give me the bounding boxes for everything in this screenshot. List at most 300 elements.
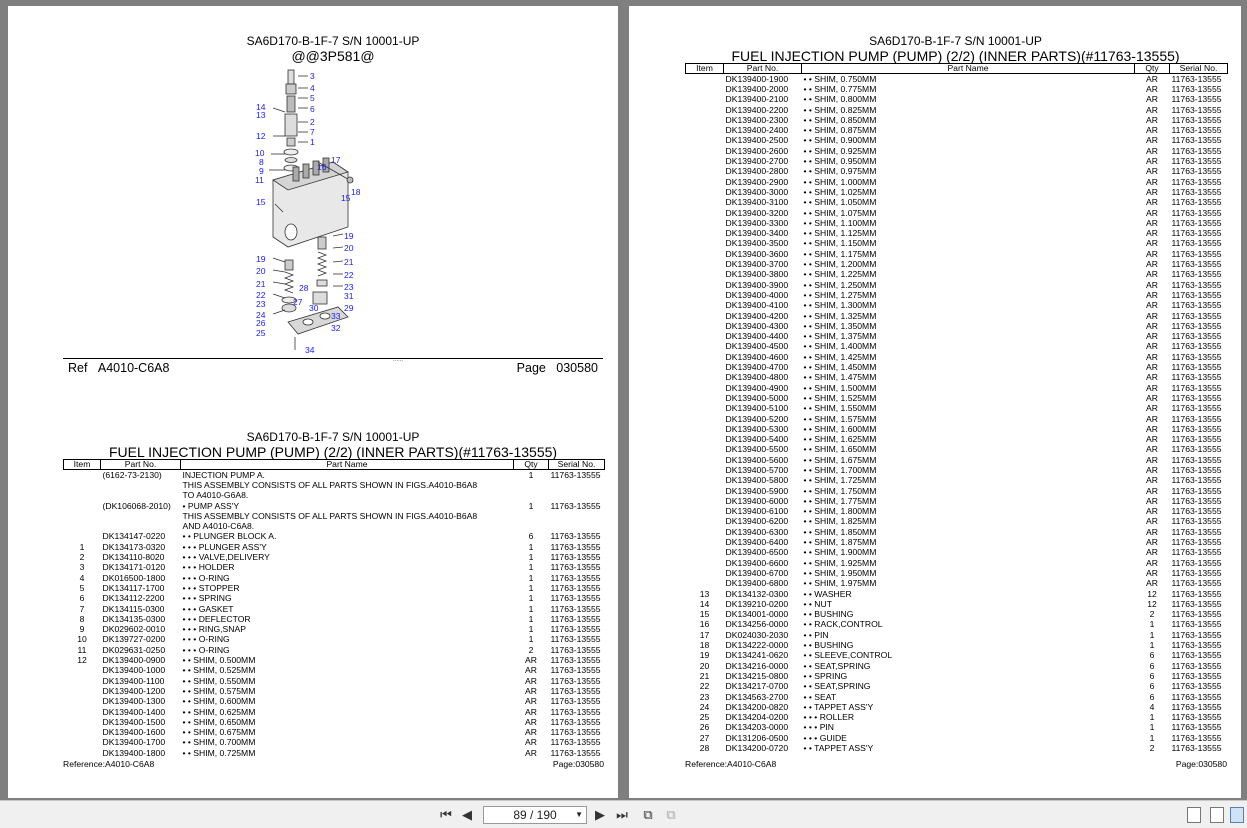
table-row bbox=[686, 630, 1228, 640]
cell-item: 1 bbox=[79, 541, 85, 552]
cell-item bbox=[686, 177, 724, 187]
cell-qty: AR bbox=[1146, 557, 1158, 568]
cell-part-name: • • SHIM, 0.975MM bbox=[803, 166, 877, 177]
cell-part-name: • • • DEFLECTOR bbox=[182, 613, 251, 624]
cell-item bbox=[64, 748, 101, 758]
svg-text:27: 27 bbox=[293, 297, 303, 307]
cell-part-no: DK029602-0010 bbox=[102, 624, 166, 635]
cell-qty: 1 bbox=[528, 562, 534, 573]
cell-qty: AR bbox=[1146, 423, 1158, 434]
cell-part-no: DK139400-1000 bbox=[102, 665, 166, 676]
cell-part-no: DK139400-1100 bbox=[102, 675, 165, 686]
cell-item: 4 bbox=[79, 572, 85, 583]
cell-part-no: DK134216-0000 bbox=[725, 660, 789, 671]
table-row bbox=[686, 321, 1228, 331]
cell-part-no: DK134132-0300 bbox=[725, 588, 789, 599]
cell-serial: 11763-13555 bbox=[1171, 598, 1222, 609]
cell-qty: AR bbox=[1146, 485, 1158, 496]
cell-part-name: • • SHIM, 0.700MM bbox=[182, 737, 256, 748]
cell-part-no: DK139400-2900 bbox=[725, 176, 789, 187]
cell-qty: AR bbox=[1146, 351, 1158, 362]
cell-part-name: • • SHIM, 1.700MM bbox=[803, 464, 877, 475]
cell-part-no: DK139400-2800 bbox=[725, 166, 789, 177]
cell-part-name: • • SHIM, 1.375MM bbox=[803, 331, 877, 342]
cell-part-no: DK139400-4500 bbox=[725, 341, 789, 352]
table-row bbox=[64, 676, 605, 686]
cell-serial: 11763-13555 bbox=[1171, 506, 1222, 517]
table-row bbox=[64, 614, 605, 624]
cell-qty: AR bbox=[1146, 166, 1158, 177]
cell-part-name: • • SHIM, 1.600MM bbox=[803, 423, 877, 434]
cell-item bbox=[686, 414, 724, 424]
cell-part-no: DK134222-0000 bbox=[725, 640, 789, 651]
cell-serial: 11763-13555 bbox=[550, 706, 601, 717]
cell-part-name: • • SHIM, 1.750MM bbox=[803, 485, 877, 496]
cell-item: 23 bbox=[699, 691, 710, 702]
table-header: SA6D170-B-1F-7 S/N 10001-UP bbox=[869, 34, 1042, 48]
cell-qty: 1 bbox=[528, 470, 534, 480]
cell-qty: AR bbox=[1146, 454, 1158, 465]
cell-qty: AR bbox=[1146, 372, 1158, 383]
cell-part-no: DK139400-4900 bbox=[725, 382, 789, 393]
cell-serial: 11763-13555 bbox=[1171, 691, 1222, 702]
cell-serial: 11763-13555 bbox=[1171, 300, 1222, 311]
cell-qty: AR bbox=[1146, 176, 1158, 187]
cell-part-no bbox=[101, 511, 181, 521]
cell-part-name: • • SEAT,SPRING bbox=[803, 681, 871, 692]
cell-item bbox=[686, 74, 724, 85]
cell-part-name: • • SHIM, 1.900MM bbox=[803, 547, 877, 558]
cell-part-no: DK139400-1700 bbox=[102, 737, 166, 748]
cell-part-no: DK139400-1800 bbox=[102, 747, 166, 758]
cell-qty: AR bbox=[1146, 537, 1158, 548]
cell-part-name: • • SHIM, 1.050MM bbox=[803, 197, 877, 208]
table-row bbox=[686, 619, 1228, 629]
cell-qty: AR bbox=[1146, 495, 1158, 506]
cell-qty: AR bbox=[525, 696, 537, 707]
table-body bbox=[64, 470, 605, 759]
cell-serial: 11763-13555 bbox=[1171, 516, 1222, 527]
cell-serial: 11763-13555 bbox=[1171, 156, 1222, 167]
cell-part-no: DK139400-3700 bbox=[725, 259, 789, 270]
cell-serial: 11763-13555 bbox=[550, 655, 601, 666]
cell-serial: 11763-13555 bbox=[550, 500, 601, 511]
two-page-view-icon[interactable] bbox=[1230, 807, 1244, 823]
cell-part-no: DK139400-5500 bbox=[725, 444, 789, 455]
cell-part-name: • • • O-RING bbox=[182, 644, 230, 655]
cell-part-no: DK139400-4300 bbox=[725, 320, 789, 331]
cell-qty: AR bbox=[1146, 114, 1158, 125]
cell-part-no: DK139400-6700 bbox=[725, 567, 789, 578]
cell-part-name: • • WASHER bbox=[803, 588, 852, 599]
first-page-icon[interactable]: ⏮ bbox=[440, 807, 452, 822]
cell-part-no: DK139400-4100 bbox=[725, 300, 789, 311]
cell-part-name: • • • O-RING bbox=[182, 572, 230, 583]
table-row bbox=[686, 496, 1228, 506]
cell-serial: 11763-13555 bbox=[550, 696, 601, 707]
table-row bbox=[64, 480, 605, 490]
cell-qty: 6 bbox=[1149, 650, 1155, 661]
cell-serial: 11763-13555 bbox=[550, 644, 601, 655]
cell-serial: 11763-13555 bbox=[1171, 362, 1222, 373]
cell-part-no: DK139400-3200 bbox=[725, 207, 789, 218]
cell-qty: AR bbox=[1146, 94, 1158, 105]
cell-part-name: • • SHIM, 1.200MM bbox=[803, 259, 877, 270]
table-row bbox=[64, 542, 605, 552]
table-row bbox=[686, 486, 1228, 496]
cell-part-name: • • SHIM, 0.750MM bbox=[803, 74, 877, 84]
cell-part-no: DK139210-0200 bbox=[725, 598, 789, 609]
cell-part-name: • • SHIM, 1.000MM bbox=[803, 176, 877, 187]
cell-item: 3 bbox=[79, 562, 85, 573]
cell-serial: 11763-13555 bbox=[1171, 640, 1222, 651]
table-row bbox=[686, 341, 1228, 351]
cell-part-no: DK139400-1900 bbox=[725, 74, 789, 84]
cell-qty: AR bbox=[1146, 382, 1158, 393]
table-row bbox=[686, 146, 1228, 156]
cell-part-no: DK134241-0620 bbox=[725, 650, 789, 661]
table-row bbox=[686, 465, 1228, 475]
cell-qty: AR bbox=[1146, 547, 1158, 558]
cell-serial: 11763-13555 bbox=[550, 572, 601, 583]
table-row bbox=[64, 686, 605, 696]
cell-serial: 11763-13555 bbox=[550, 634, 601, 645]
cell-item bbox=[686, 393, 724, 403]
col-header-serial: Serial No. bbox=[1170, 64, 1228, 74]
cell-item bbox=[686, 496, 724, 506]
cell-serial: 11763-13555 bbox=[1171, 537, 1222, 548]
cell-part-no: DK139400-1400 bbox=[102, 706, 166, 717]
cell-item bbox=[686, 197, 724, 207]
cell-qty: AR bbox=[1146, 207, 1158, 218]
cell-qty: AR bbox=[525, 716, 537, 727]
cell-qty: AR bbox=[1146, 186, 1158, 197]
cell-item bbox=[686, 455, 724, 465]
cell-item: 2 bbox=[79, 552, 85, 563]
cell-item: 22 bbox=[699, 681, 710, 692]
cell-serial: 11763-13555 bbox=[1171, 629, 1222, 640]
cell-part-name: • • SHIM, 1.775MM bbox=[803, 495, 877, 506]
cell-item bbox=[686, 146, 724, 156]
cell-part-no: DK134110-8020 bbox=[102, 552, 165, 563]
table-row bbox=[64, 624, 605, 634]
svg-text:21: 21 bbox=[256, 279, 266, 289]
table-row bbox=[686, 208, 1228, 218]
table-row bbox=[686, 393, 1228, 403]
svg-text:26: 26 bbox=[256, 318, 266, 328]
table-row bbox=[64, 707, 605, 717]
cell-qty: 1 bbox=[528, 613, 534, 624]
cell-qty: 1 bbox=[528, 582, 534, 593]
cell-part-no: DK134117-1700 bbox=[102, 582, 165, 593]
cell-part-no: (6162-73-2130) bbox=[102, 470, 162, 480]
cell-part-no: DK134173-0320 bbox=[102, 541, 166, 552]
prev-page-icon[interactable]: ◀ bbox=[462, 807, 472, 822]
cell-serial: 11763-13555 bbox=[1171, 320, 1222, 331]
cell-part-name: • • SEAT,SPRING bbox=[803, 660, 871, 671]
cell-part-name: • • SHIM, 1.075MM bbox=[803, 207, 877, 218]
cell-part-name: • • SHIM, 1.175MM bbox=[803, 248, 877, 259]
cell-part-no: DK134200-0820 bbox=[725, 701, 789, 712]
table-row bbox=[686, 537, 1228, 547]
cell-part-no: DK139400-1600 bbox=[102, 727, 166, 738]
cell-item: 25 bbox=[699, 712, 710, 723]
cell-qty bbox=[514, 490, 549, 500]
parts-table-right bbox=[685, 63, 1228, 753]
cell-serial: 11763-13555 bbox=[1171, 557, 1222, 568]
cell-item bbox=[64, 521, 101, 531]
cell-part-name: • • SHIM, 1.500MM bbox=[803, 382, 877, 393]
cell-qty: 1 bbox=[528, 603, 534, 614]
cell-item bbox=[686, 218, 724, 228]
cell-part-name: • • • PLUNGER ASS'Y bbox=[182, 541, 267, 552]
cell-item bbox=[686, 166, 724, 176]
cell-qty: AR bbox=[1146, 248, 1158, 259]
cell-serial: 11763-13555 bbox=[1171, 444, 1222, 455]
cell-part-no: DK139400-6400 bbox=[725, 537, 789, 548]
cell-item bbox=[686, 516, 724, 526]
cell-serial: 11763-13555 bbox=[1171, 578, 1222, 589]
cell-serial: 11763-13555 bbox=[550, 470, 601, 480]
cell-serial: 11763-13555 bbox=[1171, 125, 1222, 136]
col-header-qty: Qty bbox=[514, 460, 549, 470]
cell-qty: AR bbox=[1146, 238, 1158, 249]
svg-text:17: 17 bbox=[331, 155, 341, 165]
diagram-svg bbox=[63, 62, 603, 363]
cell-item: 27 bbox=[699, 732, 710, 743]
table-row bbox=[686, 383, 1228, 393]
cell-item bbox=[64, 480, 101, 490]
cell-qty: 1 bbox=[1149, 712, 1155, 723]
fit-width-icon[interactable]: ⧉ bbox=[666, 807, 676, 822]
table-row bbox=[686, 197, 1228, 207]
cell-qty: AR bbox=[1146, 403, 1158, 414]
cell-part-name: • • SHIM, 1.475MM bbox=[803, 372, 877, 383]
cell-item bbox=[686, 300, 724, 310]
cell-qty: 2 bbox=[1149, 743, 1155, 753]
cell-part-no: DK134115-0300 bbox=[102, 603, 165, 614]
cell-item bbox=[686, 238, 724, 248]
cell-item bbox=[686, 280, 724, 290]
table-title: FUEL INJECTION PUMP (PUMP) (2/2) (INNER PARTS)(#11763-13555) bbox=[108, 444, 558, 460]
cell-serial: 11763-13555 bbox=[1171, 135, 1222, 146]
cell-part-name: AND A4010-C6A8. bbox=[182, 521, 255, 532]
cell-serial: 11763-13555 bbox=[1171, 74, 1222, 84]
cell-part-name: • • BUSHING bbox=[803, 640, 854, 651]
cell-part-name: INJECTION PUMP A. bbox=[182, 470, 265, 480]
svg-text:10: 10 bbox=[255, 148, 265, 158]
cell-part-name: • • • HOLDER bbox=[182, 562, 235, 573]
cell-qty: AR bbox=[1146, 300, 1158, 311]
cell-item bbox=[686, 249, 724, 259]
table-row bbox=[64, 748, 605, 758]
footer-reference: Reference:A4010-C6A8 bbox=[685, 759, 777, 769]
svg-text:18: 18 bbox=[351, 187, 361, 197]
cell-serial: 11763-13555 bbox=[1171, 145, 1222, 156]
table-row bbox=[686, 352, 1228, 362]
cell-part-no: DK139400-3300 bbox=[725, 217, 789, 228]
cell-part-no: DK029631-0250 bbox=[102, 644, 166, 655]
table-row bbox=[686, 238, 1228, 248]
cell-serial: 11763-13555 bbox=[1171, 434, 1222, 445]
cell-item bbox=[686, 269, 724, 279]
cell-part-no: DK139400-3800 bbox=[725, 269, 789, 280]
cell-part-name: • • SHIM, 1.950MM bbox=[803, 567, 877, 578]
cell-item bbox=[64, 717, 101, 727]
cell-item bbox=[686, 383, 724, 393]
svg-text:33: 33 bbox=[331, 311, 341, 321]
cell-part-no: DK139400-2400 bbox=[725, 125, 789, 136]
cell-qty: AR bbox=[1146, 475, 1158, 486]
cell-item bbox=[64, 727, 101, 737]
svg-text:20: 20 bbox=[344, 243, 354, 253]
cell-item: 5 bbox=[79, 582, 85, 593]
table-header: SA6D170-B-1F-7 S/N 10001-UP bbox=[246, 430, 420, 444]
cell-serial: 11763-13555 bbox=[1171, 588, 1222, 599]
cell-part-name: • • SHIM, 0.850MM bbox=[803, 114, 877, 125]
svg-text:21: 21 bbox=[344, 257, 354, 267]
cell-part-no: DK024030-2030 bbox=[725, 629, 789, 640]
cell-part-no: DK134204-0200 bbox=[725, 712, 789, 723]
table-row bbox=[686, 84, 1228, 94]
table-row bbox=[64, 593, 605, 603]
cell-qty: AR bbox=[1146, 84, 1158, 94]
cell-serial: 11763-13555 bbox=[1171, 701, 1222, 712]
cell-part-name: • • SHIM, 1.400MM bbox=[803, 341, 877, 352]
table-row bbox=[686, 249, 1228, 259]
table-row bbox=[686, 156, 1228, 166]
cell-serial: 11763-13555 bbox=[1171, 104, 1222, 115]
cell-part-no: DK131206-0500 bbox=[725, 732, 789, 743]
svg-text:7: 7 bbox=[310, 127, 315, 137]
table-row bbox=[686, 414, 1228, 424]
cell-part-no: DK134203-0000 bbox=[725, 722, 789, 733]
cell-part-name: • • SHIM, 0.550MM bbox=[182, 675, 256, 686]
single-page-view-icon[interactable] bbox=[1187, 807, 1201, 823]
fit-page-icon[interactable]: ⧉ bbox=[643, 807, 653, 822]
cell-qty: 1 bbox=[1149, 619, 1155, 630]
cell-part-no: DK139400-6600 bbox=[725, 557, 789, 568]
table-row bbox=[686, 331, 1228, 341]
cell-part-no bbox=[101, 490, 181, 500]
cell-qty: 4 bbox=[1149, 701, 1155, 712]
cell-serial: 11763-13555 bbox=[1171, 382, 1222, 393]
next-page-icon[interactable]: ▶ bbox=[595, 807, 605, 822]
cell-serial: 11763-13555 bbox=[1171, 84, 1222, 94]
table-row bbox=[64, 573, 605, 583]
cell-part-name: • • SHIM, 1.725MM bbox=[803, 475, 877, 486]
cell-part-name: • • • ROLLER bbox=[803, 712, 855, 723]
table-row bbox=[686, 722, 1228, 732]
cell-item: 21 bbox=[699, 670, 710, 681]
cell-item bbox=[686, 187, 724, 197]
table-row bbox=[64, 583, 605, 593]
page-number-select[interactable] bbox=[483, 806, 587, 824]
cell-serial: 11763-13555 bbox=[550, 552, 601, 563]
cell-part-no: DK139400-6300 bbox=[725, 526, 789, 537]
table-row bbox=[64, 655, 605, 665]
footer-page: Page:030580 bbox=[1175, 759, 1227, 769]
cell-part-no: DK139400-2600 bbox=[725, 145, 789, 156]
cell-item bbox=[686, 321, 724, 331]
cell-serial: 11763-13555 bbox=[1171, 526, 1222, 537]
cell-part-no: DK139400-5900 bbox=[725, 485, 789, 496]
cell-part-name: • • SHIM, 1.100MM bbox=[803, 217, 877, 228]
cell-item bbox=[686, 341, 724, 351]
cell-qty: 6 bbox=[1149, 681, 1155, 692]
cell-serial: 11763-13555 bbox=[1171, 485, 1222, 496]
cell-serial: 11763-13555 bbox=[550, 582, 601, 593]
svg-text:25: 25 bbox=[256, 328, 266, 338]
table-row bbox=[686, 516, 1228, 526]
svg-text:34: 34 bbox=[305, 345, 315, 355]
table-row bbox=[686, 692, 1228, 702]
cell-part-name: • • SHIM, 1.825MM bbox=[803, 516, 877, 527]
cell-item bbox=[686, 259, 724, 269]
cell-part-name: • • • STOPPER bbox=[182, 582, 240, 593]
table-row bbox=[64, 470, 605, 481]
cell-item bbox=[686, 228, 724, 238]
cell-part-name: • • SHIM, 1.525MM bbox=[803, 392, 877, 403]
table-row bbox=[686, 177, 1228, 187]
table-row bbox=[686, 599, 1228, 609]
cell-qty: 1 bbox=[528, 552, 534, 563]
table-row bbox=[686, 506, 1228, 516]
cell-qty: 1 bbox=[1149, 629, 1155, 640]
cell-qty: 12 bbox=[1147, 598, 1157, 609]
cell-qty: AR bbox=[1146, 228, 1158, 239]
figure-mark: ...... bbox=[393, 357, 404, 363]
cell-serial: 11763-13555 bbox=[550, 531, 601, 542]
cell-part-name: • • SEAT bbox=[803, 691, 837, 702]
cell-item: 9 bbox=[79, 624, 85, 635]
viewer-toolbar bbox=[0, 800, 1247, 828]
cell-serial: 11763-13555 bbox=[1171, 732, 1222, 743]
cell-part-no bbox=[101, 521, 181, 531]
cell-qty: AR bbox=[1146, 362, 1158, 373]
parts-table-left bbox=[63, 459, 605, 758]
cell-part-no: DK139400-1200 bbox=[102, 685, 166, 696]
cell-part-name: • • SHIM, 1.625MM bbox=[803, 434, 877, 445]
svg-text:12: 12 bbox=[256, 131, 266, 141]
cell-part-no: DK139400-3900 bbox=[725, 279, 789, 290]
cell-part-name: • • • RING,SNAP bbox=[182, 624, 246, 635]
table-row bbox=[64, 531, 605, 541]
cell-serial: 11763-13555 bbox=[1171, 423, 1222, 434]
continuous-view-icon[interactable] bbox=[1210, 807, 1224, 823]
cell-part-no: DK139400-3100 bbox=[725, 197, 789, 208]
cell-item bbox=[686, 558, 724, 568]
cell-part-name: • • SHIM, 1.650MM bbox=[803, 444, 877, 455]
table-row bbox=[686, 311, 1228, 321]
svg-text:32: 32 bbox=[331, 323, 341, 333]
cell-qty: 1 bbox=[528, 541, 534, 552]
ref-value: A4010-C6A8 bbox=[97, 361, 170, 375]
cell-part-no: DK139400-4700 bbox=[725, 362, 789, 373]
cell-part-name: • • SHIM, 0.950MM bbox=[803, 156, 877, 167]
cell-part-name: • • SHIM, 0.725MM bbox=[182, 747, 256, 758]
cell-part-no: DK139400-4800 bbox=[725, 372, 789, 383]
svg-text:22: 22 bbox=[344, 270, 354, 280]
cell-serial: 11763-13555 bbox=[1171, 475, 1222, 486]
cell-part-name: THIS ASSEMBLY CONSISTS OF ALL PARTS SHOWN IN FIGS.A4010-B6A8 bbox=[182, 510, 478, 521]
cell-qty: AR bbox=[1146, 145, 1158, 156]
cell-item bbox=[686, 290, 724, 300]
cell-part-no: DK134217-0700 bbox=[725, 681, 789, 692]
cell-qty: AR bbox=[525, 737, 537, 748]
cell-item bbox=[686, 208, 724, 218]
last-page-icon[interactable]: ⏭ bbox=[616, 807, 628, 822]
